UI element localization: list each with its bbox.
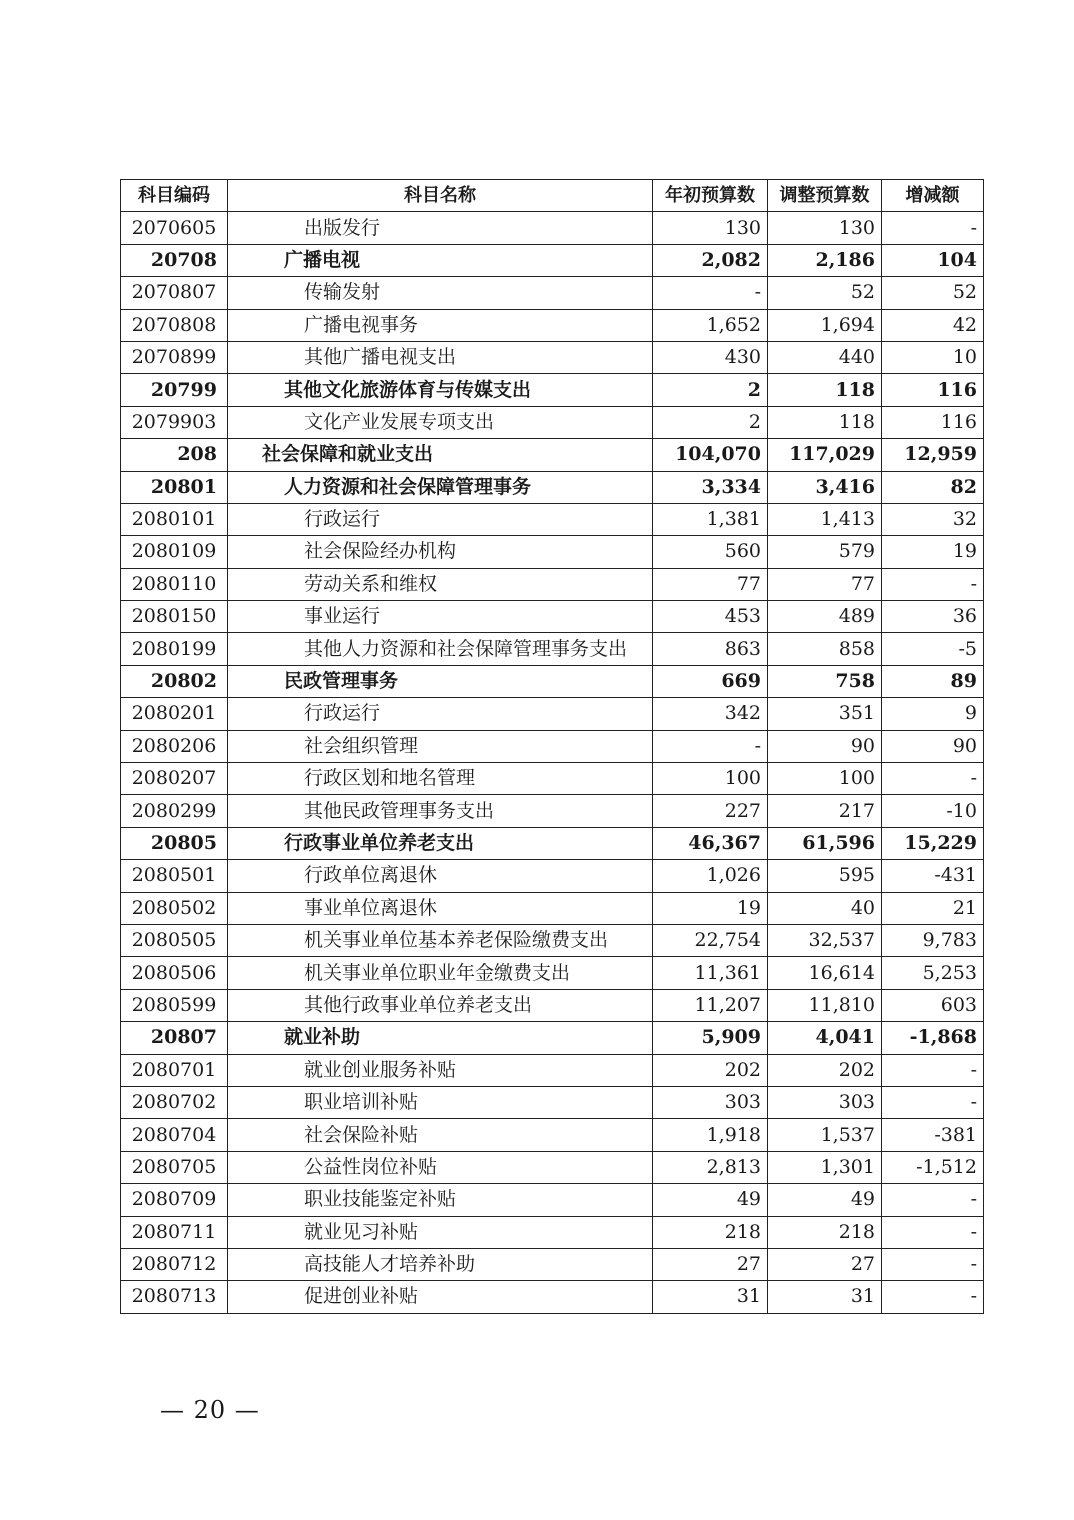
row-code: 2070899 xyxy=(121,341,228,373)
row-adjusted-budget: 2,186 xyxy=(768,244,882,276)
row-adjusted-budget: 3,416 xyxy=(768,471,882,503)
row-name: 高技能人才培养补助 xyxy=(228,1248,653,1280)
row-initial-budget: 2,813 xyxy=(653,1151,768,1183)
row-name: 行政运行 xyxy=(228,698,653,730)
row-code: 20708 xyxy=(121,244,228,276)
row-change: -431 xyxy=(882,860,984,892)
row-change: 15,229 xyxy=(882,827,984,859)
row-change: 9 xyxy=(882,698,984,730)
row-change: -1,868 xyxy=(882,1022,984,1054)
row-name: 劳动关系和维权 xyxy=(228,568,653,600)
row-name: 社会保险补贴 xyxy=(228,1119,653,1151)
row-code: 2080201 xyxy=(121,698,228,730)
row-code: 2080502 xyxy=(121,892,228,924)
table-row xyxy=(121,341,984,373)
row-code: 2080109 xyxy=(121,536,228,568)
row-initial-budget: 27 xyxy=(653,1248,768,1280)
row-change: 9,783 xyxy=(882,924,984,956)
row-adjusted-budget: 440 xyxy=(768,341,882,373)
row-adjusted-budget: 11,810 xyxy=(768,989,882,1021)
table-row xyxy=(121,698,984,730)
header-code: 科目编码 xyxy=(121,180,228,212)
row-change: 19 xyxy=(882,536,984,568)
row-initial-budget: 100 xyxy=(653,763,768,795)
row-adjusted-budget: 218 xyxy=(768,1216,882,1248)
row-change: - xyxy=(882,1216,984,1248)
table-row xyxy=(121,1184,984,1216)
row-adjusted-budget: 90 xyxy=(768,730,882,762)
row-code: 2070808 xyxy=(121,309,228,341)
row-change: - xyxy=(882,1281,984,1313)
table-row xyxy=(121,1022,984,1054)
table-row xyxy=(121,1054,984,1086)
row-change: - xyxy=(882,568,984,600)
row-code: 20799 xyxy=(121,374,228,406)
row-adjusted-budget: 49 xyxy=(768,1184,882,1216)
row-initial-budget: 218 xyxy=(653,1216,768,1248)
row-code: 20802 xyxy=(121,665,228,697)
row-code: 2080150 xyxy=(121,601,228,633)
row-adjusted-budget: 579 xyxy=(768,536,882,568)
row-initial-budget: 2 xyxy=(653,406,768,438)
row-code: 2080199 xyxy=(121,633,228,665)
row-code: 2080501 xyxy=(121,860,228,892)
row-adjusted-budget: 595 xyxy=(768,860,882,892)
row-adjusted-budget: 77 xyxy=(768,568,882,600)
table-row xyxy=(121,471,984,503)
row-adjusted-budget: 489 xyxy=(768,601,882,633)
row-initial-budget: 1,381 xyxy=(653,503,768,535)
row-adjusted-budget: 40 xyxy=(768,892,882,924)
row-name: 机关事业单位基本养老保险缴费支出 xyxy=(228,924,653,956)
table-row xyxy=(121,1086,984,1118)
row-change: 104 xyxy=(882,244,984,276)
row-name: 社会保险经办机构 xyxy=(228,536,653,568)
row-name: 社会保障和就业支出 xyxy=(228,439,653,471)
row-initial-budget: 2,082 xyxy=(653,244,768,276)
row-name: 行政运行 xyxy=(228,503,653,535)
row-adjusted-budget: 4,041 xyxy=(768,1022,882,1054)
row-change: 116 xyxy=(882,374,984,406)
table-row xyxy=(121,633,984,665)
row-name: 职业技能鉴定补贴 xyxy=(228,1184,653,1216)
row-adjusted-budget: 1,413 xyxy=(768,503,882,535)
row-code: 2080713 xyxy=(121,1281,228,1313)
row-code: 20801 xyxy=(121,471,228,503)
row-change: 32 xyxy=(882,503,984,535)
row-change: 603 xyxy=(882,989,984,1021)
row-name: 公益性岗位补贴 xyxy=(228,1151,653,1183)
row-initial-budget: 560 xyxy=(653,536,768,568)
row-initial-budget: 303 xyxy=(653,1086,768,1118)
table-row xyxy=(121,601,984,633)
row-initial-budget: 31 xyxy=(653,1281,768,1313)
row-change: 12,959 xyxy=(882,439,984,471)
row-code: 2070605 xyxy=(121,212,228,244)
row-adjusted-budget: 858 xyxy=(768,633,882,665)
row-change: 10 xyxy=(882,341,984,373)
row-change: - xyxy=(882,1184,984,1216)
row-name: 就业补助 xyxy=(228,1022,653,1054)
header-adjusted-budget: 调整预算数 xyxy=(768,180,882,212)
row-code: 2080506 xyxy=(121,957,228,989)
row-code: 20807 xyxy=(121,1022,228,1054)
row-code: 2080709 xyxy=(121,1184,228,1216)
row-code: 2080299 xyxy=(121,795,228,827)
row-change: - xyxy=(882,1248,984,1280)
row-adjusted-budget: 27 xyxy=(768,1248,882,1280)
header-initial-budget: 年初预算数 xyxy=(653,180,768,212)
row-initial-budget: 11,361 xyxy=(653,957,768,989)
table-row xyxy=(121,957,984,989)
table-row xyxy=(121,277,984,309)
table-row xyxy=(121,568,984,600)
row-adjusted-budget: 1,301 xyxy=(768,1151,882,1183)
row-initial-budget: 3,334 xyxy=(653,471,768,503)
row-name: 广播电视 xyxy=(228,244,653,276)
row-code: 2080207 xyxy=(121,763,228,795)
row-code: 2080711 xyxy=(121,1216,228,1248)
row-initial-budget: 430 xyxy=(653,341,768,373)
row-change: - xyxy=(882,1086,984,1118)
table-row xyxy=(121,892,984,924)
row-initial-budget: 1,918 xyxy=(653,1119,768,1151)
table-row xyxy=(121,439,984,471)
table-row xyxy=(121,1216,984,1248)
header-name: 科目名称 xyxy=(228,180,653,212)
row-code: 208 xyxy=(121,439,228,471)
row-name: 人力资源和社会保障管理事务 xyxy=(228,471,653,503)
row-name: 职业培训补贴 xyxy=(228,1086,653,1118)
row-adjusted-budget: 202 xyxy=(768,1054,882,1086)
table-row xyxy=(121,536,984,568)
row-initial-budget: 130 xyxy=(653,212,768,244)
row-code: 2080712 xyxy=(121,1248,228,1280)
row-initial-budget: 11,207 xyxy=(653,989,768,1021)
row-initial-budget: 2 xyxy=(653,374,768,406)
row-name: 传输发射 xyxy=(228,277,653,309)
row-initial-budget: 46,367 xyxy=(653,827,768,859)
row-name: 就业创业服务补贴 xyxy=(228,1054,653,1086)
table-row xyxy=(121,1248,984,1280)
table-row xyxy=(121,763,984,795)
row-initial-budget: 1,026 xyxy=(653,860,768,892)
row-name: 广播电视事务 xyxy=(228,309,653,341)
row-initial-budget: 863 xyxy=(653,633,768,665)
row-name: 文化产业发展专项支出 xyxy=(228,406,653,438)
table-row xyxy=(121,860,984,892)
row-name: 其他广播电视支出 xyxy=(228,341,653,373)
table-row xyxy=(121,665,984,697)
row-adjusted-budget: 61,596 xyxy=(768,827,882,859)
row-initial-budget: 669 xyxy=(653,665,768,697)
table-row xyxy=(121,827,984,859)
row-name: 其他文化旅游体育与传媒支出 xyxy=(228,374,653,406)
row-adjusted-budget: 118 xyxy=(768,374,882,406)
row-adjusted-budget: 1,694 xyxy=(768,309,882,341)
row-code: 2080505 xyxy=(121,924,228,956)
table-row xyxy=(121,989,984,1021)
row-change: 52 xyxy=(882,277,984,309)
row-name: 行政事业单位养老支出 xyxy=(228,827,653,859)
row-code: 2080701 xyxy=(121,1054,228,1086)
row-change: -1,512 xyxy=(882,1151,984,1183)
row-initial-budget: 104,070 xyxy=(653,439,768,471)
row-change: -5 xyxy=(882,633,984,665)
row-adjusted-budget: 100 xyxy=(768,763,882,795)
row-change: - xyxy=(882,1054,984,1086)
table-row xyxy=(121,212,984,244)
row-initial-budget: - xyxy=(653,730,768,762)
row-code: 2080110 xyxy=(121,568,228,600)
row-name: 其他人力资源和社会保障管理事务支出 xyxy=(228,633,653,665)
row-name: 其他行政事业单位养老支出 xyxy=(228,989,653,1021)
row-change: 21 xyxy=(882,892,984,924)
row-change: -381 xyxy=(882,1119,984,1151)
row-name: 事业单位离退休 xyxy=(228,892,653,924)
row-adjusted-budget: 52 xyxy=(768,277,882,309)
row-adjusted-budget: 758 xyxy=(768,665,882,697)
row-code: 2080702 xyxy=(121,1086,228,1118)
row-initial-budget: - xyxy=(653,277,768,309)
row-name: 行政区划和地名管理 xyxy=(228,763,653,795)
row-initial-budget: 5,909 xyxy=(653,1022,768,1054)
row-code: 2080704 xyxy=(121,1119,228,1151)
table-row xyxy=(121,1281,984,1313)
row-initial-budget: 202 xyxy=(653,1054,768,1086)
table-row xyxy=(121,1119,984,1151)
table-header-row xyxy=(121,180,984,212)
row-initial-budget: 49 xyxy=(653,1184,768,1216)
row-code: 2070807 xyxy=(121,277,228,309)
row-adjusted-budget: 32,537 xyxy=(768,924,882,956)
row-code: 2079903 xyxy=(121,406,228,438)
row-name: 行政单位离退休 xyxy=(228,860,653,892)
row-code: 2080101 xyxy=(121,503,228,535)
row-name: 就业见习补贴 xyxy=(228,1216,653,1248)
table-row xyxy=(121,730,984,762)
row-name: 机关事业单位职业年金缴费支出 xyxy=(228,957,653,989)
table-row xyxy=(121,1151,984,1183)
row-name: 出版发行 xyxy=(228,212,653,244)
row-initial-budget: 77 xyxy=(653,568,768,600)
table-row xyxy=(121,244,984,276)
row-name: 其他民政管理事务支出 xyxy=(228,795,653,827)
row-adjusted-budget: 217 xyxy=(768,795,882,827)
row-code: 2080599 xyxy=(121,989,228,1021)
row-name: 社会组织管理 xyxy=(228,730,653,762)
row-initial-budget: 227 xyxy=(653,795,768,827)
row-initial-budget: 453 xyxy=(653,601,768,633)
page-number: — 20 — xyxy=(160,1396,260,1424)
row-adjusted-budget: 303 xyxy=(768,1086,882,1118)
row-change: 42 xyxy=(882,309,984,341)
row-change: - xyxy=(882,212,984,244)
table-row xyxy=(121,924,984,956)
row-change: 89 xyxy=(882,665,984,697)
row-change: 5,253 xyxy=(882,957,984,989)
row-code: 2080705 xyxy=(121,1151,228,1183)
table-row xyxy=(121,374,984,406)
row-initial-budget: 22,754 xyxy=(653,924,768,956)
row-initial-budget: 19 xyxy=(653,892,768,924)
row-change: 36 xyxy=(882,601,984,633)
row-adjusted-budget: 118 xyxy=(768,406,882,438)
row-change: - xyxy=(882,763,984,795)
row-change: 116 xyxy=(882,406,984,438)
budget-table xyxy=(120,179,984,1314)
row-adjusted-budget: 351 xyxy=(768,698,882,730)
table-body xyxy=(121,212,984,1313)
row-change: 82 xyxy=(882,471,984,503)
row-change: 90 xyxy=(882,730,984,762)
header-change: 增减额 xyxy=(882,180,984,212)
table-row xyxy=(121,795,984,827)
row-initial-budget: 1,652 xyxy=(653,309,768,341)
table-row xyxy=(121,309,984,341)
row-code: 20805 xyxy=(121,827,228,859)
row-name: 民政管理事务 xyxy=(228,665,653,697)
row-code: 2080206 xyxy=(121,730,228,762)
row-adjusted-budget: 31 xyxy=(768,1281,882,1313)
row-adjusted-budget: 130 xyxy=(768,212,882,244)
row-name: 促进创业补贴 xyxy=(228,1281,653,1313)
row-initial-budget: 342 xyxy=(653,698,768,730)
row-adjusted-budget: 117,029 xyxy=(768,439,882,471)
row-change: -10 xyxy=(882,795,984,827)
row-adjusted-budget: 1,537 xyxy=(768,1119,882,1151)
table-row xyxy=(121,503,984,535)
row-adjusted-budget: 16,614 xyxy=(768,957,882,989)
row-name: 事业运行 xyxy=(228,601,653,633)
table-row xyxy=(121,406,984,438)
